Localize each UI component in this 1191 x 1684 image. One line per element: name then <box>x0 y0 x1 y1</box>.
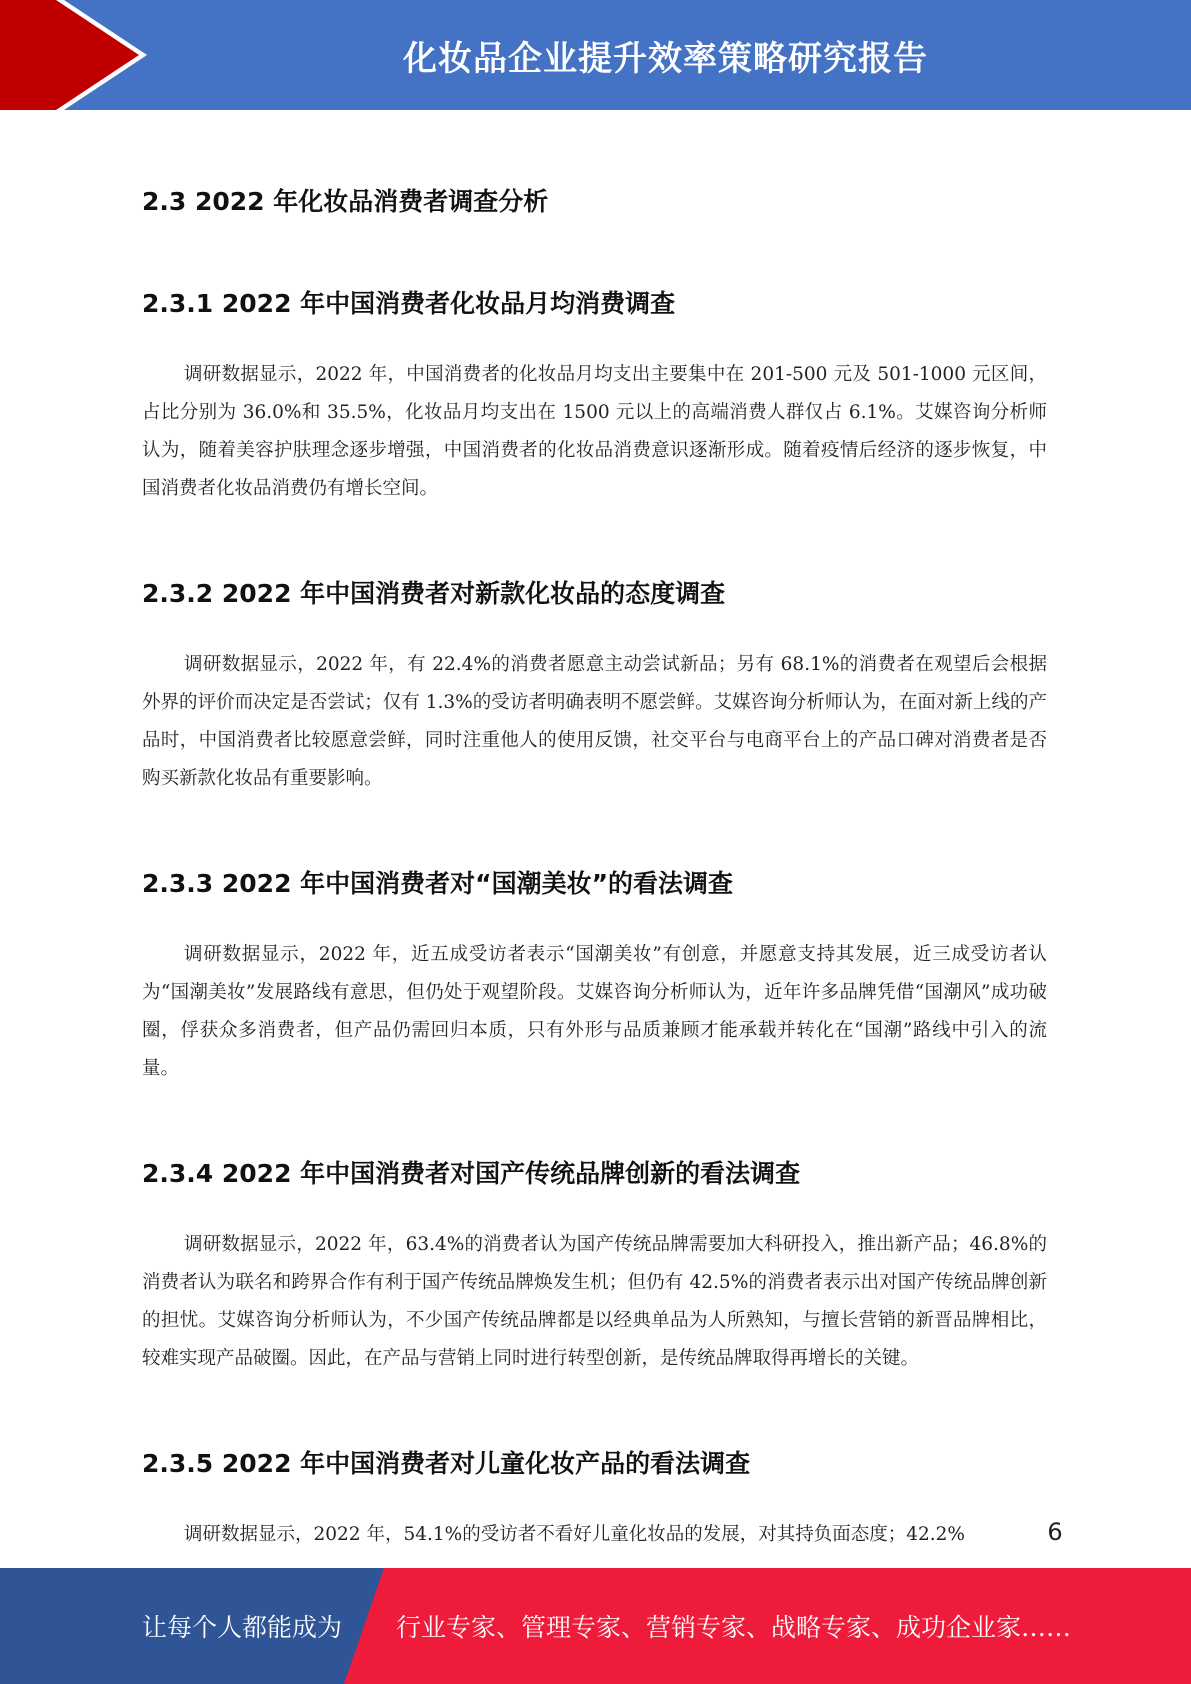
section-heading-2-3-1: 2.3.1 2022 年中国消费者化妆品月均消费调查 <box>142 289 676 318</box>
paragraph-2-3-5: 调研数据显示，2022 年，54.1%的受访者不看好儿童化妆品的发展，对其持负面态度；42.2% <box>184 1524 966 1545</box>
paragraph-2-3-1: 调研数据显示，2022 年，中国消费者的化妆品月均支出主要集中在 201-500 元及 501-1000 元区间，占比分别为 36.0%和 35.5%，化妆品月均支出在 1500 元以上的高端消费人群仅占 6.1%。艾媒咨询分析师认为，随着美容护肤理念逐步增强，中国消费者的化妆品消费意识逐渐形成。随着疫情后经济的逐步恢复，中国消费者化妆品消费仍有增长空间。 <box>142 364 1047 499</box>
page-header <box>0 0 1191 110</box>
footer-slogan-right: 行业专家、管理专家、营销专家、战略专家、成功企业家…… <box>396 1613 1072 1642</box>
section-heading-2-3-5: 2.3.5 2022 年中国消费者对儿童化妆产品的看法调查 <box>142 1449 751 1478</box>
section-heading-2-3-4: 2.3.4 2022 年中国消费者对国产传统品牌创新的看法调查 <box>142 1159 801 1188</box>
page-footer <box>0 1568 1191 1684</box>
document-body <box>142 160 1047 1554</box>
report-title: 化妆品企业提升效率策略研究报告 <box>403 38 928 79</box>
paragraph-2-3-3: 调研数据显示，2022 年，近五成受访者表示“国潮美妆”有创意，并愿意支持其发展，近三成受访者认为“国潮美妆”发展路线有意思，但仍处于观望阶段。艾媒咨询分析师认为，近年许多品牌凭借“国潮风”成功破圈，俘获众多消费者，但产品仍需回归本质，只有外形与品质兼顾才能承载并转化在“国潮”路线中引入的流量。 <box>142 944 1047 1079</box>
paragraph-2-3-4: 调研数据显示，2022 年，63.4%的消费者认为国产传统品牌需要加大科研投入，推出新产品；46.8%的消费者认为联名和跨界合作有利于国产传统品牌焕发生机；但仍有 42.5%的消费者表示出对国产传统品牌创新的担忧。艾媒咨询分析师认为，不少国产传统品牌都是以经典单品为人所熟知，与擅长营销的新晋品牌相比，较难实现产品破圈。因此，在产品与营销上同时进行转型创新，是传统品牌取得再增长的关键。 <box>142 1234 1047 1369</box>
section-heading-2-3: 2.3 2022 年化妆品消费者调查分析 <box>142 187 549 216</box>
section-heading-2-3-2: 2.3.2 2022 年中国消费者对新款化妆品的态度调查 <box>142 579 726 608</box>
section-heading-2-3-3: 2.3.3 2022 年中国消费者对“国潮美妆”的看法调查 <box>142 869 734 898</box>
page-number: 6 <box>1047 1518 1063 1546</box>
paragraph-2-3-2: 调研数据显示，2022 年，有 22.4%的消费者愿意主动尝试新品；另有 68.1%的消费者在观望后会根据外界的评价而决定是否尝试；仅有 1.3%的受访者明确表明不愿尝鲜。艾媒咨询分析师认为，在面对新上线的产品时，中国消费者比较愿意尝鲜，同时注重他人的使用反馈，社交平台与电商平台上的产品口碑对消费者是否购买新款化妆品有重要影响。 <box>142 654 1047 789</box>
footer-slogan-left: 让每个人都能成为 <box>142 1613 343 1642</box>
